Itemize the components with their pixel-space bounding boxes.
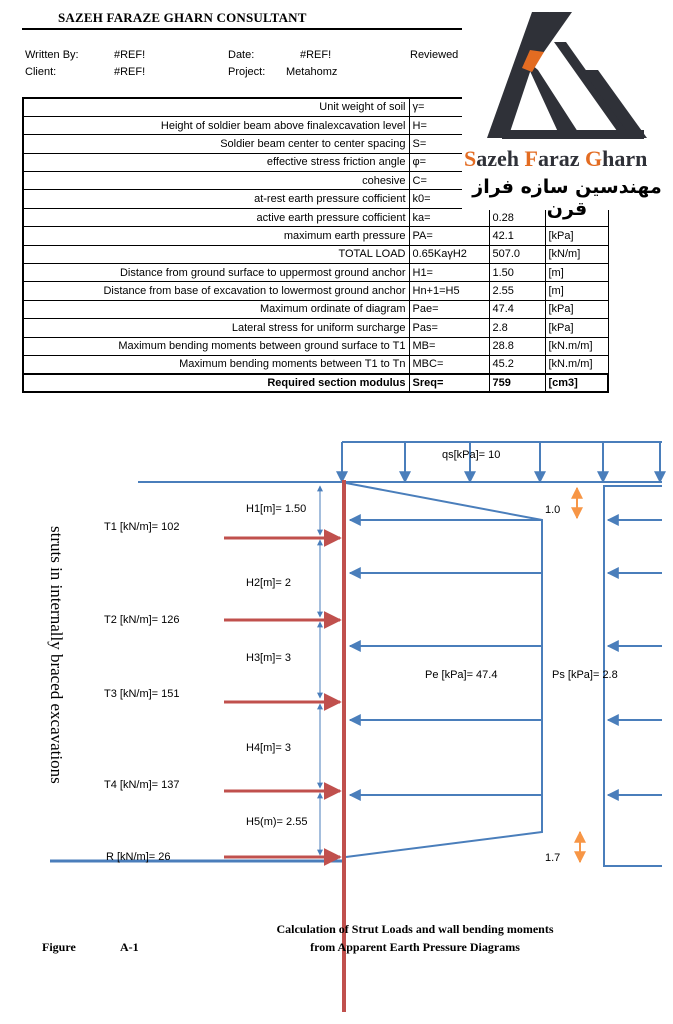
row-unit: [cm3] bbox=[545, 374, 608, 392]
row-label: Unit weight of soil bbox=[23, 98, 409, 116]
row-label: Maximum bending moments between ground surface to T1 bbox=[23, 337, 409, 355]
date-label: Date: bbox=[228, 49, 255, 61]
row-symbol: 0.65KaγH2 bbox=[409, 245, 489, 263]
row-symbol: γ= bbox=[409, 98, 489, 116]
row-value: 2.55 bbox=[489, 282, 545, 300]
row-symbol: Pae= bbox=[409, 300, 489, 318]
figure-label: Figure bbox=[42, 940, 76, 954]
row-value: 47.4 bbox=[489, 300, 545, 318]
row-value: 2.8 bbox=[489, 319, 545, 337]
row-symbol: φ= bbox=[409, 153, 489, 171]
row-unit: [kN.m/m] bbox=[545, 337, 608, 355]
strut-label: T3 [kN/m]= 151 bbox=[104, 688, 180, 700]
row-label: Height of soldier beam above finalexcavation level bbox=[23, 116, 409, 134]
surcharge-label: qs[kPa]= 10 bbox=[442, 449, 501, 461]
height-label: H5(m)= 2.55 bbox=[246, 816, 308, 828]
bottom-factor-label: 1.7 bbox=[545, 852, 561, 864]
row-label: Maximum bending moments between T1 to Tn bbox=[23, 355, 409, 373]
row-unit: [kPa] bbox=[545, 227, 608, 245]
row-symbol: MBC= bbox=[409, 355, 489, 373]
row-symbol: C= bbox=[409, 172, 489, 190]
figure-number: A-1 bbox=[120, 940, 139, 954]
client-label: Client: bbox=[25, 66, 57, 78]
row-symbol: k0= bbox=[409, 190, 489, 208]
row-symbol: Sreq= bbox=[409, 374, 489, 392]
row-unit: [m] bbox=[545, 264, 608, 282]
row-label: maximum earth pressure bbox=[23, 227, 409, 245]
row-label: effective stress friction angle bbox=[23, 153, 409, 171]
row-label: Required section modulus bbox=[23, 374, 409, 392]
row-symbol: H= bbox=[409, 116, 489, 134]
height-label: H1[m]= 1.50 bbox=[246, 503, 307, 515]
row-symbol: H1= bbox=[409, 264, 489, 282]
project-label: Project: bbox=[228, 66, 266, 78]
logo-persian-text: مهندسین سازه فراز قرن bbox=[472, 176, 662, 220]
row-value: 759 bbox=[489, 374, 545, 392]
row-label: Maximum ordinate of diagram bbox=[23, 300, 409, 318]
height-label: H2[m]= 2 bbox=[246, 577, 291, 589]
reviewed-label: Reviewed bbox=[410, 49, 459, 61]
row-label: at-rest earth pressure cofficient bbox=[23, 190, 409, 208]
row-value: 45.2 bbox=[489, 355, 545, 373]
row-label: Distance from base of excavation to lowermost ground anchor bbox=[23, 282, 409, 300]
written-by-value: #REF! bbox=[114, 49, 146, 61]
row-symbol: Pas= bbox=[409, 319, 489, 337]
row-symbol: ka= bbox=[409, 208, 489, 226]
row-symbol: PA= bbox=[409, 227, 489, 245]
client-value: #REF! bbox=[114, 66, 146, 78]
row-unit: [kN.m/m] bbox=[545, 355, 608, 373]
ps-label: Ps [kPa]= 2.8 bbox=[552, 669, 618, 681]
surcharge-load bbox=[342, 442, 662, 482]
row-symbol: MB= bbox=[409, 337, 489, 355]
vertical-title: struts in internally braced excavations bbox=[47, 526, 66, 784]
row-value: 28.8 bbox=[489, 337, 545, 355]
caption-line2: from Apparent Earth Pressure Diagrams bbox=[310, 940, 520, 954]
row-symbol: Hn+1=H5 bbox=[409, 282, 489, 300]
row-value: 507.0 bbox=[489, 245, 545, 263]
row-label: TOTAL LOAD bbox=[23, 245, 409, 263]
row-label: cohesive bbox=[23, 172, 409, 190]
row-label: Soldier beam center to center spacing bbox=[23, 135, 409, 153]
row-value: 42.1 bbox=[489, 227, 545, 245]
row-unit: [kPa] bbox=[545, 300, 608, 318]
strut-label: T4 [kN/m]= 137 bbox=[104, 779, 180, 791]
row-value: 0.28 bbox=[489, 208, 545, 226]
strut-label: T2 [kN/m]= 126 bbox=[104, 614, 180, 626]
project-value: Metahomz bbox=[286, 66, 338, 78]
row-label: Distance from ground surface to uppermost ground anchor bbox=[23, 264, 409, 282]
row-label: active earth pressure cofficient bbox=[23, 208, 409, 226]
height-label: H4[m]= 3 bbox=[246, 742, 291, 754]
strut-label: T1 [kN/m]= 102 bbox=[104, 521, 180, 533]
logo-english-text: Sazeh Faraz Gharn bbox=[464, 146, 648, 171]
written-by-label: Written By: bbox=[25, 49, 79, 61]
date-value: #REF! bbox=[300, 49, 332, 61]
row-value: 1.50 bbox=[489, 264, 545, 282]
row-unit: [m] bbox=[545, 282, 608, 300]
strut-label: R [kN/m]= 26 bbox=[106, 851, 171, 863]
row-unit: [kN/m] bbox=[545, 245, 608, 263]
row-label: Lateral stress for uniform surcharge bbox=[23, 319, 409, 337]
row-unit: [kPa] bbox=[545, 319, 608, 337]
pe-label: Pe [kPa]= 47.4 bbox=[425, 669, 498, 681]
company-name: SAZEH FARAZE GHARN CONSULTANT bbox=[58, 10, 307, 25]
caption-line1: Calculation of Strut Loads and wall bending moments bbox=[276, 922, 554, 936]
top-factor-label: 1.0 bbox=[545, 504, 561, 516]
row-symbol: S= bbox=[409, 135, 489, 153]
height-label: H3[m]= 3 bbox=[246, 652, 291, 664]
